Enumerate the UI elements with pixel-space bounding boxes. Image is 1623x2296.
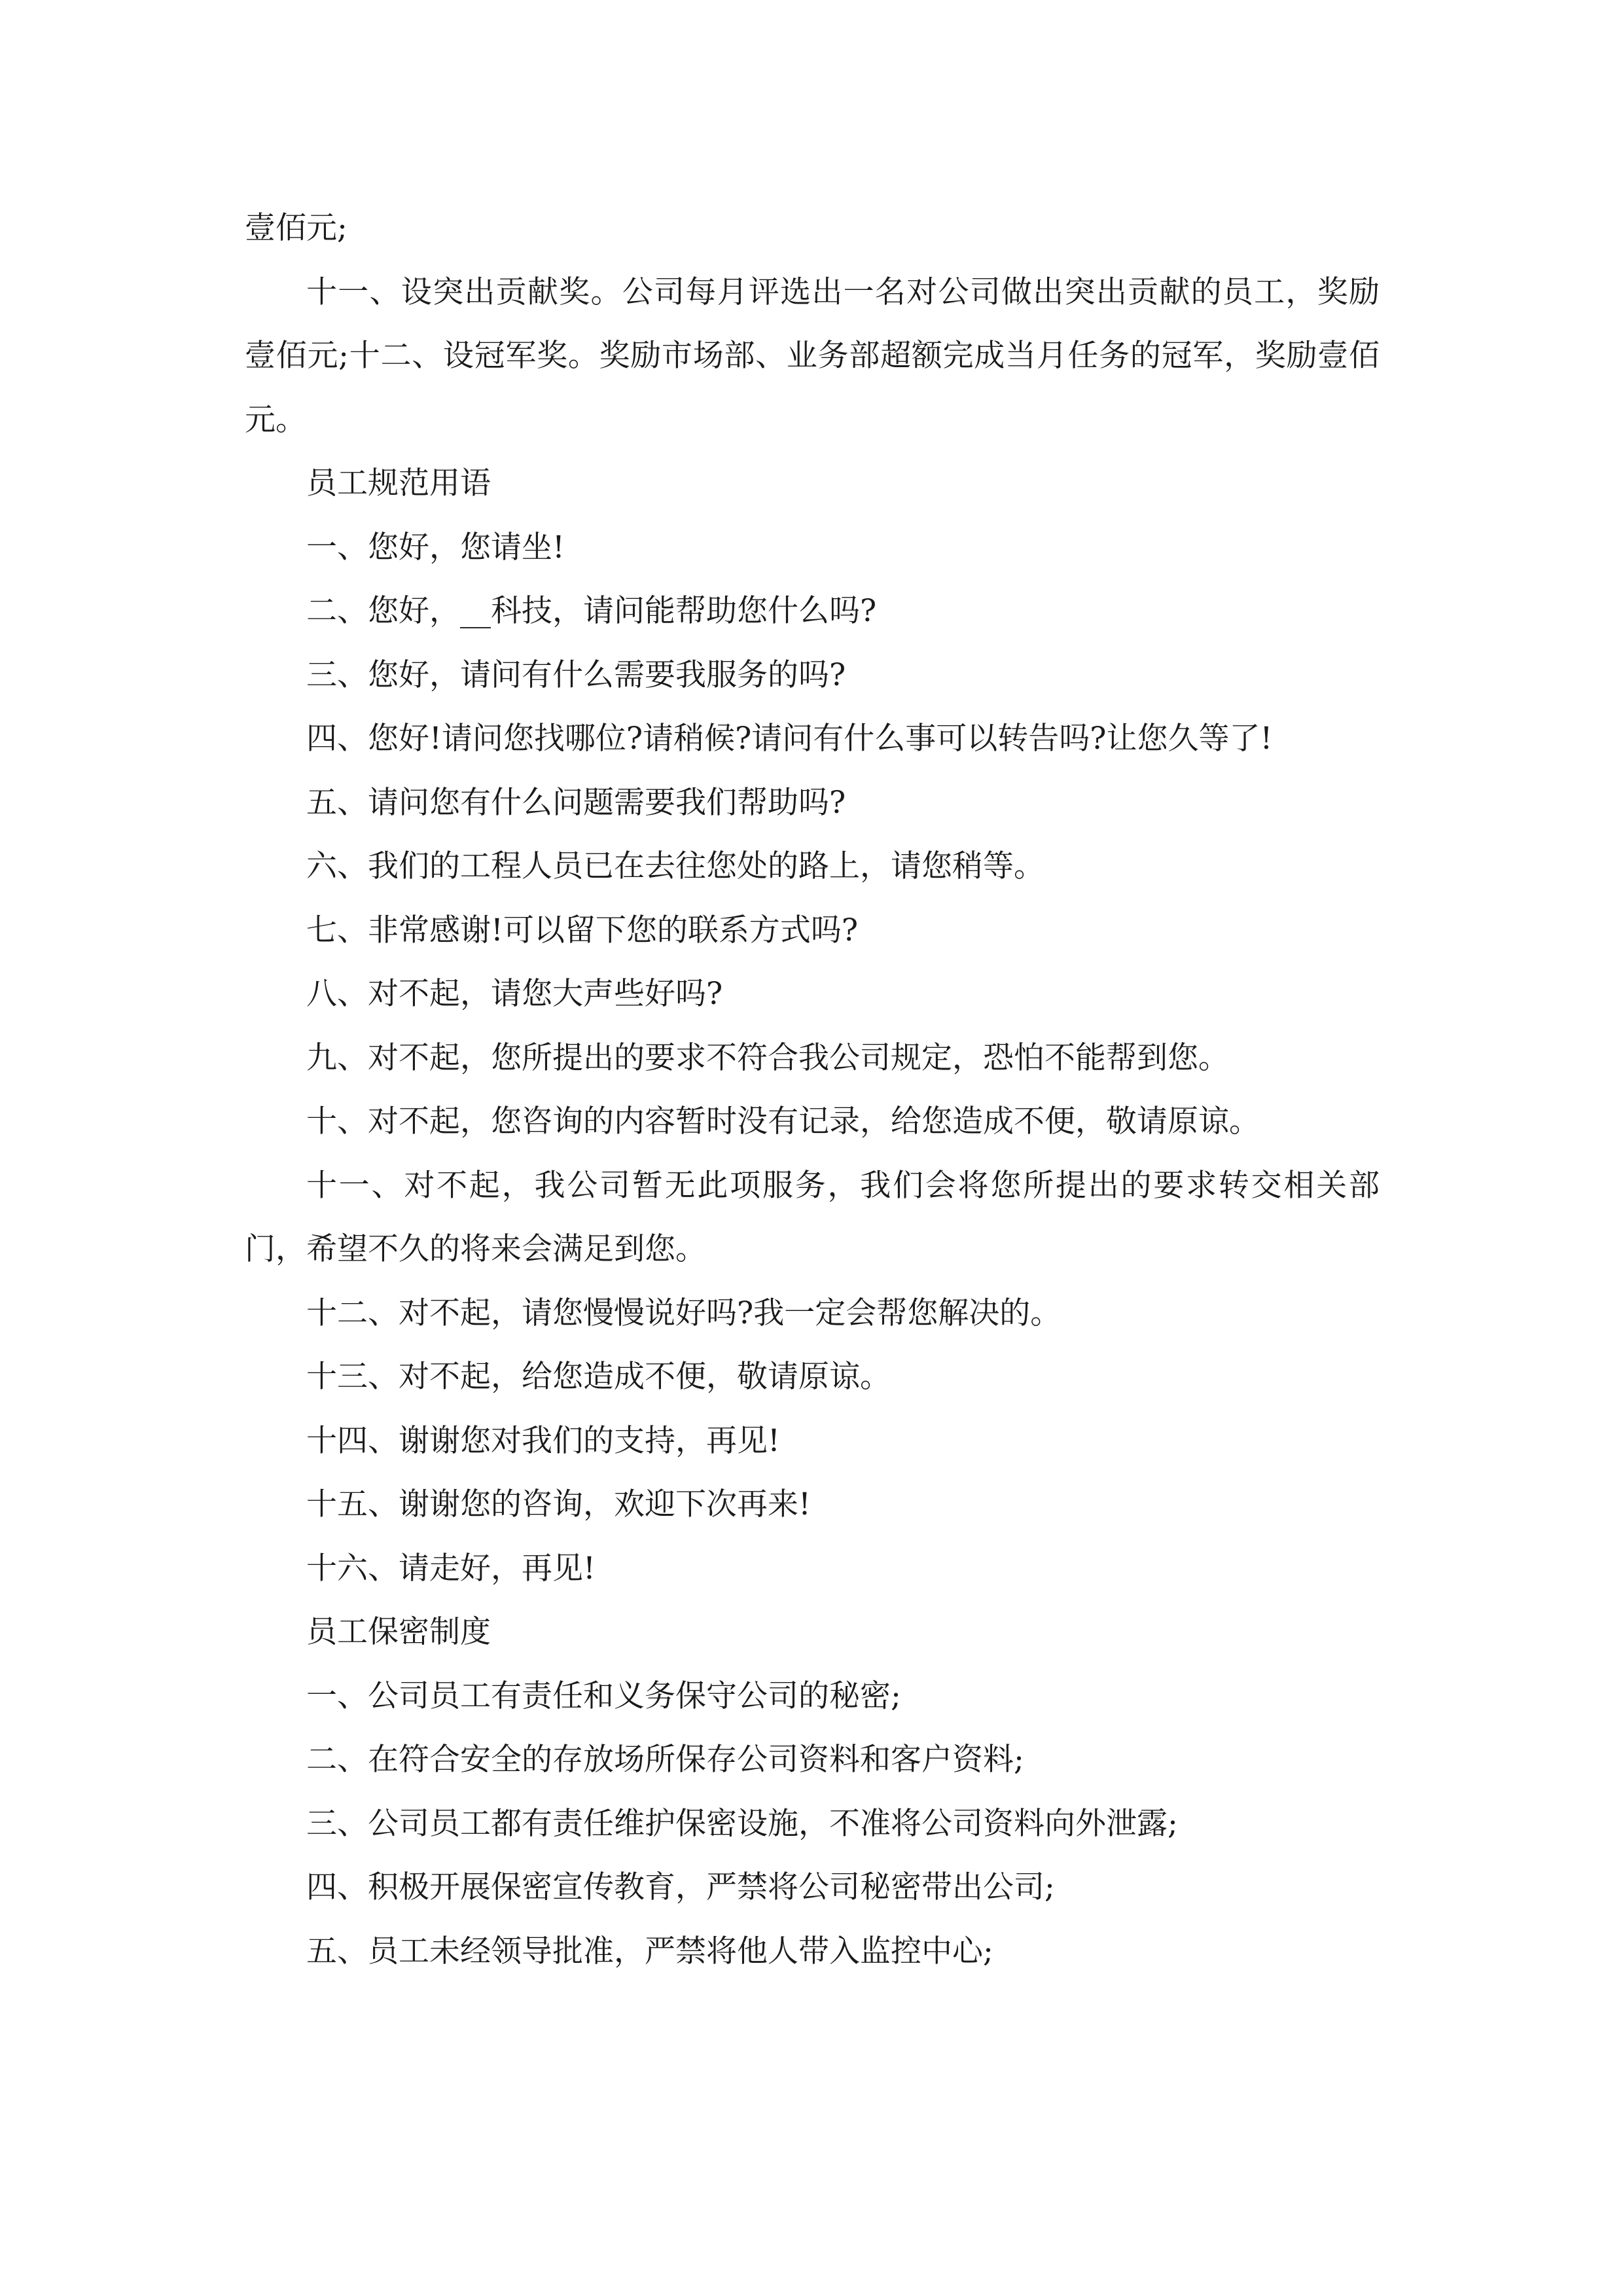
phrase-item: 八、对不起，请您大声些好吗? bbox=[306, 976, 723, 1012]
phrase-item: 十四、谢谢您对我们的支持，再见! bbox=[306, 1422, 780, 1459]
confidentiality-item: 四、积极开展保密宣传教育，严禁将公司秘密带出公司; bbox=[306, 1869, 1055, 1905]
phrase-item: 十一、对不起，我公司暂无此项服务，我们会将您所提出的要求转交相关部门，希望不久的将来会满足到您。 bbox=[245, 1167, 1380, 1267]
paragraph-award-rules: 十一、设突出贡献奖。公司每月评选出一名对公司做出突出贡献的员工，奖励壹佰元;十二、设冠军奖。奖励市场部、业务部超额完成当月任务的冠军，奖励壹佰元。 bbox=[245, 274, 1380, 438]
phrase-item: 九、对不起，您所提出的要求不符合我公司规定，恐怕不能帮到您。 bbox=[306, 1039, 1229, 1076]
phrase-item: 五、请问您有什么问题需要我们帮助吗? bbox=[306, 784, 846, 821]
phrase-item: 四、您好!请问您找哪位?请稍候?请问有什么事可以转告吗?让您久等了! bbox=[306, 721, 1273, 757]
phrase-item: 十、对不起，您咨询的内容暂时没有记录，给您造成不便，敬请原谅。 bbox=[306, 1103, 1260, 1139]
phrase-item: 三、您好，请问有什么需要我服务的吗? bbox=[306, 656, 846, 693]
section-heading-confidentiality: 员工保密制度 bbox=[306, 1614, 491, 1650]
phrase-item: 二、您好，__科技，请问能帮助您什么吗? bbox=[306, 593, 877, 629]
phrase-item: 十三、对不起，给您造成不便，敬请原谅。 bbox=[306, 1359, 891, 1395]
section-heading-standard-phrases: 员工规范用语 bbox=[306, 465, 491, 501]
confidentiality-item: 二、在符合安全的存放场所保存公司资料和客户资料; bbox=[306, 1742, 1024, 1778]
phrase-item: 七、非常感谢!可以留下您的联系方式吗? bbox=[306, 912, 859, 948]
phrase-item: 十五、谢谢您的咨询，欢迎下次再来! bbox=[306, 1486, 811, 1522]
confidentiality-item: 五、员工未经领导批准，严禁将他人带入监控中心; bbox=[306, 1933, 993, 1969]
phrase-item: 十二、对不起，请您慢慢说好吗?我一定会帮您解决的。 bbox=[306, 1295, 1061, 1331]
phrase-item: 一、您好，您请坐! bbox=[306, 529, 565, 565]
confidentiality-item: 三、公司员工都有责任维护保密设施，不准将公司资料向外泄露; bbox=[306, 1805, 1178, 1842]
phrase-item: 六、我们的工程人员已在去往您处的路上，请您稍等。 bbox=[306, 848, 1044, 884]
document-body bbox=[245, 196, 1380, 1983]
phrase-item: 十六、请走好，再见! bbox=[306, 1550, 596, 1587]
confidentiality-item: 一、公司员工有责任和义务保守公司的秘密; bbox=[306, 1677, 901, 1714]
paragraph-continuation: 壹佰元; bbox=[245, 210, 348, 246]
